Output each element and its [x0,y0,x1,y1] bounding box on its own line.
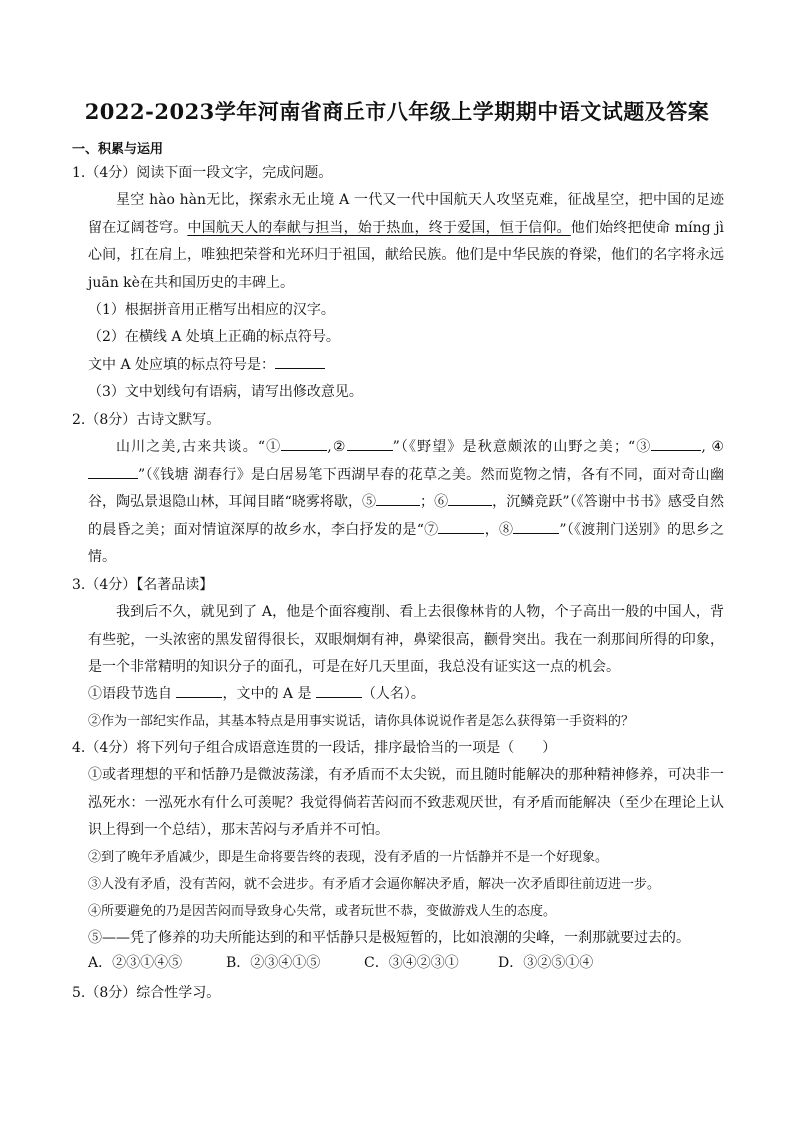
section-heading: 一、积累与运用 [72,142,164,157]
q3-passage: 我到后不久，就见到了 A，他是个面容瘦削、看上去很像林肯的人物，个子高出一般的中国人，背有些驼，一头浓密的黑发留得很长，双眼炯炯有神，鼻梁很高，颧骨突出。我在一刹那间所得的印象，是一个非常精明的知识分子的面孔，可是在好几天里面，我总没有证实这一点的机会。 [88,604,724,675]
q4-option-4: ④所要避免的乃是因苦闷而导致身心失常，或者玩世不恭，变做游戏人生的态度。 [88,904,557,919]
q4-option-5: ⑤——凭了修养的功夫所能达到的和平恬静只是极短暂的，比如浪潮的尖峰，一刹那就要过去的。 [88,930,690,946]
q4-option-2: ②到了晚年矛盾减少，即是生命将要告终的表现，没有矛盾的一片恬静并不是一个好现象。 [88,850,609,865]
q3-sub1 [88,681,724,709]
q2-heading: 2.（8分）古诗文默写。 [72,412,221,428]
q3-sub1-text-b: ，文中的 A 是 [222,686,316,702]
q2-text-9: ，⑧ [484,521,514,538]
choice-c[interactable]: C．③④②③① [364,955,459,971]
q3-sub2: ②作为一部纪实作品，其基本特点是用事实说话，请你具体说说作者是怎么获得第一手资料的？ [88,714,635,729]
q4-heading: 4.（4分）将下列句子组合成语意连贯的一段话，排序最恰当的一项是（ ） [72,740,557,756]
blank-7[interactable] [438,519,484,534]
page-title: 2022-2023学年河南省商丘市八年级上学期期中语文试题及答案 [84,99,710,124]
q1-sub2-answer [88,352,724,380]
q1-sub3: （3）文中划线句有语病，请写出修改意见。 [88,384,363,400]
q5-heading: 5.（8分）综合性学习。 [72,985,221,1001]
q2-text-6: ”（《钱塘 湖春行》是白居易笔下西湖早春的花草之美。然而览物之情，各有不同，面对奇山幽谷，陶弘景退隐山林，耳闻目睹“晓雾将歇，⑤ [88,466,724,510]
q2-text-3: ”（《野望》是秋意颇浓的山野之美；“③ [392,439,652,455]
blank-8[interactable] [513,519,559,534]
name-blank[interactable] [316,683,362,698]
q1-passage [88,187,724,297]
choice-d[interactable]: D．③②⑤①④ [498,955,594,971]
blank-4[interactable] [88,464,138,479]
q3-sub1-text-a: ①语段节选自 [88,686,177,702]
q2-passage [88,434,724,572]
q2-text-8: ，沉鳞竞跃”（《答谢中书书》感受自然的晨昏之美；面对情谊深厚的故乡水，李白抒发的是“⑦ [88,494,725,538]
blank-3[interactable] [651,436,701,451]
q1-sub2: （2）在横线 A 处填上正确的标点符号。 [88,329,340,345]
q2-text-7: ；⑥ [420,494,449,510]
choice-b[interactable]: B．②③④①⑤ [226,955,321,971]
choice-a[interactable]: A．②③①④⑤ [88,955,183,971]
q2-text-10: ”（《渡荆门送别》的思乡之情。 [88,521,725,565]
blank-1[interactable] [281,436,327,451]
q2-text-2: ,② [327,439,347,455]
q1-passage-part-b: 他们始终把使命 míng jì心间，扛在肩上，唯独把荣誉和光环归于祖国，献给民族。他们是中华民族的脊梁，他们的名字将永远 juān kè在共和国历史的丰碑上。 [88,219,725,291]
q1-sub1: （1）根据拼音用正楷写出相应的汉字。 [88,302,335,318]
q2-text-4: , [701,439,706,455]
q2-text-1: 山川之美,古来共谈。“① [116,439,282,455]
answer-blank[interactable] [275,354,325,369]
q4-option-1: ①或者理想的平和恬静乃是微波荡漾，有矛盾而不太尖锐，而且随时能解决的那种精神修养，可决非一泓死水：一泓死水有什么可羡呢？我觉得倘若苦闷而不致悲观厌世，有矛盾而能解决（至少在理论上认识上得到一个总结），那末苦闷与矛盾并不可怕。 [88,767,724,838]
blank-5[interactable] [376,491,420,506]
q1-underlined-sentence: 中国航天人的奉献与担当，始于热血，终于爱国，恒于信仰。 [187,219,571,236]
q4-option-3: ③人没有矛盾，没有苦闷，就不会进步。有矛盾才会逼你解决矛盾，解决一次矛盾即往前迈进一步。 [88,877,661,892]
q1-sub2-prompt: 文中 A 处应填的标点符号是： [88,357,276,373]
q3-heading: 3.（4分）【名著品读】 [72,577,214,593]
blank-6[interactable] [448,491,492,506]
book-blank[interactable] [176,683,222,698]
q3-sub1-text-c: （人名）。 [361,686,425,702]
q1-heading: 1.（4分）阅读下面一段文字，完成问题。 [72,165,333,181]
q1-passage-part-a: 星空 hào hàn无比，探索永无止境 A 一代又一代中国航天人攻坚克难，征战星空，把中国的足迹留在辽阔苍穹。 [88,192,724,236]
q2-text-5: ④ [711,439,724,455]
blank-2[interactable] [347,436,393,451]
